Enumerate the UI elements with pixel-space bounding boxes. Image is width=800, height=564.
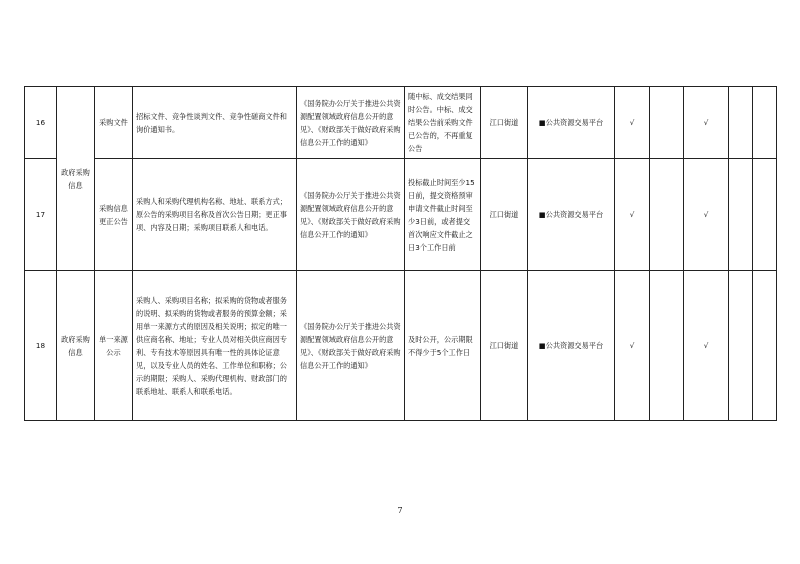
table-row [25, 159, 777, 271]
mark-cell-b: √ [684, 271, 729, 421]
item-cell: 单一来源公示 [95, 271, 133, 421]
mark-cell-a: √ [615, 271, 650, 421]
timing-cell: 投标截止时间至少15日前，提交资格预审申请文件截止时间至少3日前，或者提交首次响应文件截止之日3个工作日前 [405, 159, 481, 271]
mark-cell-b: √ [684, 87, 729, 159]
channel-cell: ■公共资源交易平台 [528, 159, 615, 271]
timing-cell: 及时公开，公示期限不得少于5个工作日 [405, 271, 481, 421]
mark-cell-a: √ [615, 159, 650, 271]
subject-cell: 江口街道 [481, 271, 528, 421]
row-number: 17 [25, 159, 57, 271]
mark-cell-a: √ [615, 87, 650, 159]
empty-cell [753, 87, 777, 159]
empty-cell [650, 87, 684, 159]
content-cell: 采购人、采购项目名称；拟采购的货物或者服务的说明、拟采购的货物或者服务的预算金额；采用单一来源方式的原因及相关说明；拟定的唯一供应商名称、地址；专业人员对相关供应商因专利、专有技术等原因具有唯一性的具体论证意见，以及专业人员的姓名、工作单位和职称；公示的期限；采购人、采购代理机构、财政部门的联系地址、联系人和联系电话。 [133, 271, 297, 421]
category-cell: 政府采购信息 [57, 271, 95, 421]
channel-cell: ■公共资源交易平台 [528, 87, 615, 159]
timing-cell: 随中标、成交结果同时公告。中标、成交结果公告前采购文件已公告的，不再重复公告 [405, 87, 481, 159]
basis-cell: 《国务院办公厅关于推进公共资源配置领域政府信息公开的意见》、《财政部关于做好政府采购信息公开工作的通知》 [297, 271, 405, 421]
item-cell: 采购信息更正公告 [95, 159, 133, 271]
table-row [25, 271, 777, 421]
subject-cell: 江口街道 [481, 87, 528, 159]
basis-cell: 《国务院办公厅关于推进公共资源配置领域政府信息公开的意见》、《财政部关于做好政府采购信息公开工作的通知》 [297, 159, 405, 271]
page-number: 7 [397, 506, 403, 515]
content-cell: 采购人和采购代理机构名称、地址、联系方式；原公告的采购项目名称及首次公告日期；更正事项、内容及日期；采购项目联系人和电话。 [133, 159, 297, 271]
basis-cell: 《国务院办公厅关于推进公共资源配置领域政府信息公开的意见》、《财政部关于做好政府采购信息公开工作的通知》 [297, 87, 405, 159]
empty-cell [729, 87, 753, 159]
disclosure-table [24, 86, 777, 421]
subject-cell: 江口街道 [481, 159, 528, 271]
row-number: 18 [25, 271, 57, 421]
empty-cell [729, 271, 753, 421]
empty-cell [650, 159, 684, 271]
mark-cell-b: √ [684, 159, 729, 271]
table-row [25, 87, 777, 159]
category-cell: 政府采购信息 [57, 87, 95, 271]
channel-cell: ■公共资源交易平台 [528, 271, 615, 421]
empty-cell [650, 271, 684, 421]
empty-cell [729, 159, 753, 271]
empty-cell [753, 271, 777, 421]
item-cell: 采购文件 [95, 87, 133, 159]
row-number: 16 [25, 87, 57, 159]
empty-cell [753, 159, 777, 271]
content-cell: 招标文件、竞争性谈判文件、竞争性磋商文件和询价通知书。 [133, 87, 297, 159]
